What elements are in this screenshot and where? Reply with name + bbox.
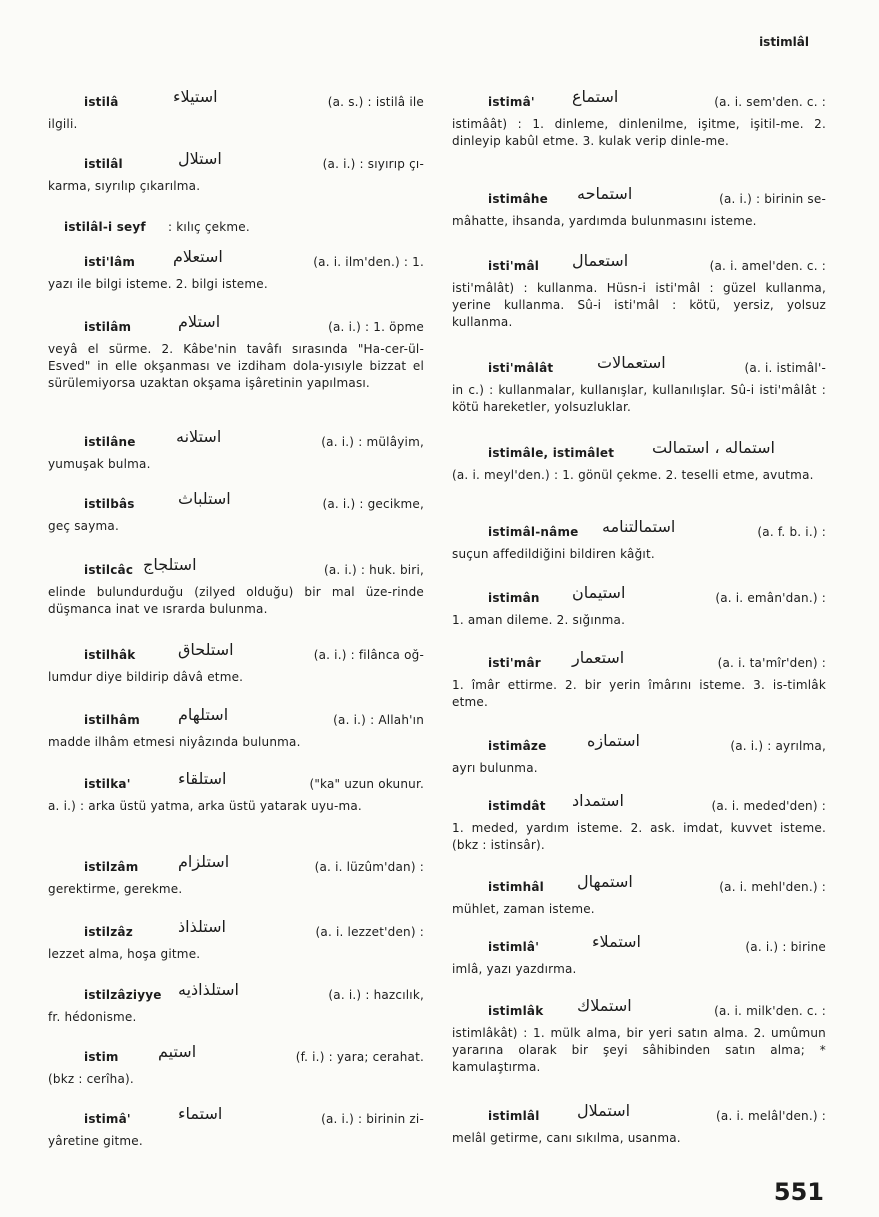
entry-definition: suçun affedildiğini bildiren kâğıt. xyxy=(452,547,655,561)
entry-grammar-note: (a. i.) : 1. öpme xyxy=(328,320,424,334)
entry-headword: istilhâm xyxy=(84,713,140,727)
entry-headword: isti'mâlât xyxy=(488,361,554,375)
entry-headword: istilbâs xyxy=(84,497,135,511)
entry-definition: gerektirme, gerekme. xyxy=(48,882,183,896)
entry-definition: isti'mâlât) : kullanma. Hüsn-i isti'mâl : güzel kullanma, yerine kullanma. Sû-i isti'mâl : kötü, yersiz, yolsuz kullanma. xyxy=(452,281,826,329)
entry-grammar-note: (a. i. emân'dan.) : xyxy=(715,591,826,605)
dictionary-entry xyxy=(452,792,826,854)
entry-headword: istimlâl xyxy=(488,1109,540,1123)
dictionary-entry xyxy=(48,853,424,898)
entry-arabic-script: استلام xyxy=(178,312,221,331)
entry-grammar-note: (a. i.) : gecikme, xyxy=(322,497,424,511)
entry-headword: istimhâl xyxy=(488,880,544,894)
entry-definition: geç sayma. xyxy=(48,519,119,533)
entry-arabic-script: استماله ، استمالت xyxy=(652,438,775,457)
entry-arabic-script: استلجاج xyxy=(143,555,197,574)
entry-definition: istimlâkât) : 1. mülk alma, bir yeri satın alma. 2. umûmun yararına olarak bir şeyi sâhibinden satın alma; * kamulaştırma. xyxy=(452,1026,826,1074)
dictionary-entry xyxy=(48,918,424,963)
dictionary-entry xyxy=(452,997,826,1076)
entry-headword: istim xyxy=(84,1050,119,1064)
dictionary-entry xyxy=(452,732,826,777)
entry-arabic-script: استملاء xyxy=(592,932,641,951)
entry-grammar-note: (a. i.) : sıyırıp çı- xyxy=(322,157,424,171)
entry-definition: (a. i. meyl'den.) : 1. gönül çekme. 2. teselli etme, avutma. xyxy=(452,468,814,482)
entry-headword: istilzâz xyxy=(84,925,133,939)
entry-arabic-script: استعمالات xyxy=(597,353,666,372)
entry-arabic-script: استملال xyxy=(577,1101,631,1120)
entry-arabic-script: استعمار xyxy=(572,648,625,667)
dictionary-entry xyxy=(452,649,826,711)
entry-headword: istimâle, istimâlet xyxy=(488,446,615,460)
entry-headword: istimlâ' xyxy=(488,940,540,954)
entry-definition: istimâât) : 1. dinleme, dinlenilme, işitme, işitil-me. 2. dinleyip kabûl etme. 3. kulak verip dinle-me. xyxy=(452,117,826,148)
entry-definition: ayrı bulunma. xyxy=(452,761,538,775)
entry-grammar-note: (a. i. mehl'den.) : xyxy=(719,880,826,894)
entry-definition: mühlet, zaman isteme. xyxy=(452,902,595,916)
page-number: 551 xyxy=(773,1178,824,1206)
entry-grammar-note: (a. i. istimâl'- xyxy=(744,361,826,375)
entry-arabic-script: استلذاذ xyxy=(178,917,226,936)
dictionary-entry xyxy=(452,933,826,978)
entry-arabic-script: استعمال xyxy=(572,251,629,270)
entry-grammar-note: (a. i. ta'mîr'den) : xyxy=(717,656,826,670)
dictionary-entry xyxy=(48,706,424,751)
entry-definition: lumdur diye bildirip dâvâ etme. xyxy=(48,670,244,684)
entry-arabic-script: استیم xyxy=(158,1042,197,1061)
entry-arabic-script: استلهام xyxy=(178,705,229,724)
entry-headword: istimâ' xyxy=(488,95,535,109)
entry-arabic-script: استلانه xyxy=(176,427,222,446)
dictionary-entry xyxy=(48,490,424,535)
entry-definition: a. i.) : arka üstü yatma, arka üstü yatarak uyu-ma. xyxy=(48,799,362,813)
entry-arabic-script: استلحاق xyxy=(178,640,234,659)
entry-grammar-note: (a. i. milk'den. c. : xyxy=(714,1004,826,1018)
entry-definition: lezzet alma, hoşa gitme. xyxy=(48,947,201,961)
dictionary-entry xyxy=(452,185,826,230)
entry-definition: 1. îmâr ettirme. 2. bir yerin îmârını isteme. 3. is-timlâk etme. xyxy=(452,678,826,709)
entry-definition: melâl getirme, canı sıkılma, usanma. xyxy=(452,1131,681,1145)
entry-headword: isti'mâl xyxy=(488,259,540,273)
entry-arabic-script: استمداد xyxy=(572,791,624,810)
entry-definition: ilgili. xyxy=(48,117,78,131)
entry-arabic-script: استلباث xyxy=(178,489,231,508)
entry-grammar-note: : kılıç çekme. xyxy=(168,220,250,234)
dictionary-entry xyxy=(452,354,826,416)
entry-definition: veyâ el sürme. 2. Kâbe'nin tavâfı sırasında "Ha-cer-ül-Esved" in elle okşanması ve izdiham dola-yısıyle bizzat el sürülemiyorsa uzaktan okşama işâretinin yapılması. xyxy=(48,342,424,390)
dictionary-entry xyxy=(48,641,424,686)
entry-headword: istimâze xyxy=(488,739,547,753)
dictionary-entry xyxy=(48,150,424,195)
entry-arabic-script: استماء xyxy=(178,1104,223,1123)
entry-headword: istimdât xyxy=(488,799,546,813)
entry-headword: istilhâk xyxy=(84,648,136,662)
entry-definition: 1. aman dileme. 2. sığınma. xyxy=(452,613,626,627)
dictionary-entry xyxy=(452,439,826,484)
entry-headword: isti'lâm xyxy=(84,255,136,269)
entry-arabic-script: استملاك xyxy=(577,996,632,1015)
entry-arabic-script: استلذاذیه xyxy=(178,980,239,999)
dictionary-entry xyxy=(48,248,424,293)
entry-grammar-note: (a. i. melâl'den.) : xyxy=(716,1109,826,1123)
entry-arabic-script: استیمان xyxy=(572,583,626,602)
entry-definition: yumuşak bulma. xyxy=(48,457,151,471)
entry-definition: 1. meded, yardım isteme. 2. ask. imdat, kuvvet isteme. (bkz : istinsâr). xyxy=(452,821,826,852)
dictionary-entry xyxy=(452,873,826,918)
entry-grammar-note: (a. i.) : huk. biri, xyxy=(324,563,424,577)
entry-definition: madde ilhâm etmesi niyâzında bulunma. xyxy=(48,735,301,749)
entry-grammar-note: (a. i. meded'den) : xyxy=(711,799,826,813)
entry-definition: mâhatte, ihsanda, yardımda bulunmasını isteme. xyxy=(452,214,757,228)
dictionary-entry xyxy=(48,1043,424,1088)
dictionary-entry xyxy=(48,313,424,392)
dictionary-entry xyxy=(48,428,424,473)
entry-headword: istimlâk xyxy=(488,1004,544,1018)
entry-definition: fr. hédonisme. xyxy=(48,1010,137,1024)
entry-headword: istilzâm xyxy=(84,860,139,874)
entry-grammar-note: (a. i.) : Allah'ın xyxy=(333,713,424,727)
entry-headword: istilâ xyxy=(84,95,119,109)
entry-grammar-note: (a. i.) : hazcılık, xyxy=(328,988,424,1002)
entry-definition: karma, sıyrılıp çıkarılma. xyxy=(48,179,201,193)
dictionary-entry xyxy=(452,518,826,563)
entry-definition: imlâ, yazı yazdırma. xyxy=(452,962,577,976)
entry-grammar-note: (a. i.) : ayrılma, xyxy=(730,739,826,753)
entry-arabic-script: استیلاء xyxy=(173,87,218,106)
entry-arabic-script: استمهال xyxy=(577,872,633,891)
entry-headword: istilzâziyye xyxy=(84,988,162,1002)
entry-definition: (bkz : cerîha). xyxy=(48,1072,134,1086)
entry-headword: istilâl-i seyf xyxy=(64,220,146,234)
entry-arabic-script: استلقاء xyxy=(178,769,227,788)
dictionary-entry xyxy=(48,213,424,241)
entry-grammar-note: ("ka" uzun okunur. xyxy=(309,777,424,791)
entry-grammar-note: (a. i.) : mülâyim, xyxy=(321,435,424,449)
entry-grammar-note: (a. f. b. i.) : xyxy=(757,525,826,539)
entry-definition: yazı ile bilgi isteme. 2. bilgi isteme. xyxy=(48,277,268,291)
dictionary-entry xyxy=(48,1105,424,1150)
entry-grammar-note: (a. i.) : birinin se- xyxy=(719,192,826,206)
entry-headword: istimân xyxy=(488,591,540,605)
entry-headword: istimâl-nâme xyxy=(488,525,579,539)
dictionary-entry xyxy=(452,1102,826,1147)
running-head: istimlâl xyxy=(759,35,809,49)
entry-arabic-script: استلال xyxy=(178,149,222,168)
entry-grammar-note: (a. i.) : filânca oğ- xyxy=(313,648,424,662)
entry-grammar-note: (a. s.) : istilâ ile xyxy=(327,95,424,109)
dictionary-entry xyxy=(452,88,826,150)
entry-headword: istilâne xyxy=(84,435,136,449)
entry-headword: istimâhe xyxy=(488,192,548,206)
dictionary-entry xyxy=(452,252,826,331)
entry-definition: yâretine gitme. xyxy=(48,1134,143,1148)
dictionary-entry xyxy=(48,88,424,133)
dictionary-entry xyxy=(48,770,424,815)
entry-grammar-note: (a. i. lüzûm'dan) : xyxy=(314,860,424,874)
entry-headword: istilka' xyxy=(84,777,131,791)
entry-grammar-note: (a. i.) : birinin zi- xyxy=(321,1112,424,1126)
entry-headword: istimâ' xyxy=(84,1112,131,1126)
entry-grammar-note: (f. i.) : yara; cerahat. xyxy=(295,1050,424,1064)
entry-arabic-script: استعلام xyxy=(173,247,223,266)
entry-headword: istilâl xyxy=(84,157,123,171)
dictionary-entry xyxy=(48,556,424,618)
entry-headword: istilâm xyxy=(84,320,132,334)
entry-grammar-note: (a. i. lezzet'den) : xyxy=(315,925,424,939)
entry-headword: isti'mâr xyxy=(488,656,541,670)
entry-definition: in c.) : kullanmalar, kullanışlar, kullanılışlar. Sû-i isti'mâlât : kötü hareketler, yolsuzluklar. xyxy=(452,383,826,414)
entry-grammar-note: (a. i.) : birine xyxy=(745,940,826,954)
dictionary-entry xyxy=(452,584,826,629)
entry-headword: istilcâc xyxy=(84,563,134,577)
entry-arabic-script: استماع xyxy=(572,87,619,106)
entry-arabic-script: استمالتنامه xyxy=(602,517,676,536)
entry-definition: elinde bulundurduğu (zilyed olduğu) bir mal üze-rinde düşmanca inat ve ısrarda bulunma. xyxy=(48,585,424,616)
entry-arabic-script: استلزام xyxy=(178,852,230,871)
entry-arabic-script: استمازه xyxy=(587,731,640,750)
entry-grammar-note: (a. i. sem'den. c. : xyxy=(714,95,826,109)
entry-grammar-note: (a. i. ilm'den.) : 1. xyxy=(313,255,424,269)
dictionary-entry xyxy=(48,981,424,1026)
entry-grammar-note: (a. i. amel'den. c. : xyxy=(709,259,826,273)
entry-arabic-script: استماحه xyxy=(577,184,633,203)
